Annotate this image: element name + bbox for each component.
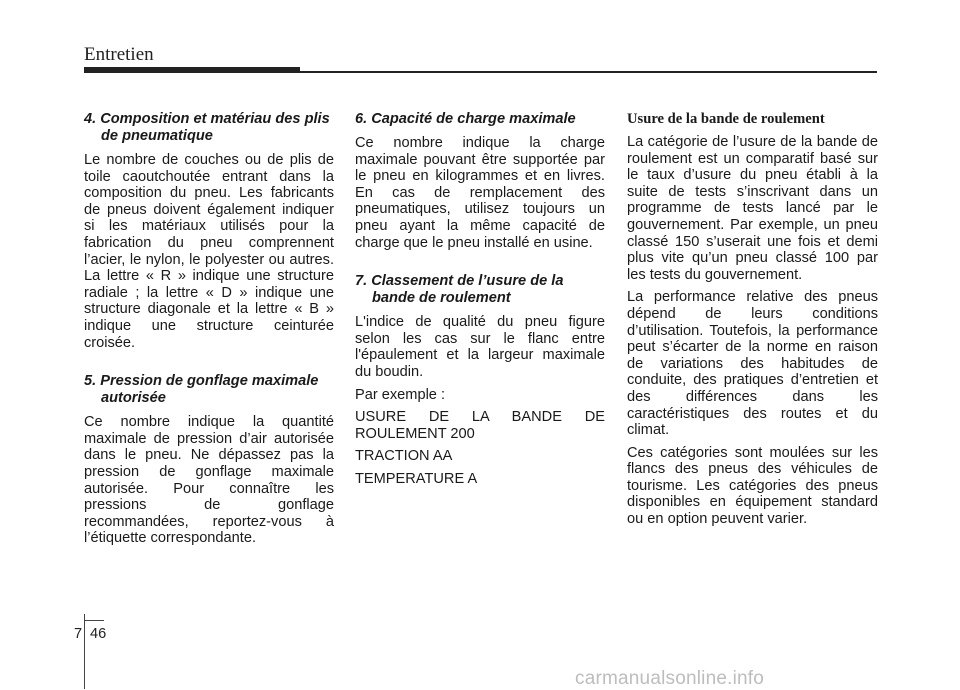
example-label: Par exemple : — [355, 386, 446, 403]
tread-wear-para-1: La catégorie de l’usure de la bande de roulement est un comparatif basé sur le taux d’usure du pneu établi à la suite de tests s’inscrivant dans un programme de tests lancé par le gouvernement. Par exemple, un pneu classé 150 s’userait une fois et demi plus vite qu’un pneu classé 100 par les tests du gouvernement. — [627, 134, 878, 283]
column-middle — [355, 111, 605, 494]
tread-wear-title: Usure de la bande de roulement — [627, 111, 825, 127]
footer-divider-vertical — [84, 614, 85, 689]
section-6-title: 6. Capacité de charge maximale — [355, 111, 576, 127]
watermark: carmanualsonline.info — [575, 668, 765, 689]
example-line-3: TEMPERATURE A — [355, 470, 478, 487]
section-7-title: 7. Classement de l’usure de la bande de roulement — [355, 273, 564, 307]
header-rule-thin — [300, 71, 877, 73]
column-right — [627, 111, 878, 534]
example-line-2: TRACTION AA — [355, 448, 453, 465]
section-5-title: 5. Pression de gonflage maximale autorisée — [84, 373, 319, 407]
example-line-1: USURE DE LA BANDE DE ROULEMENT 200 — [355, 409, 605, 442]
chapter-number: 7 — [74, 626, 83, 642]
section-4-body: Le nombre de couches ou de plis de toile caoutchoutée entrant dans la composition du pneu. Les fabricants de pneus doivent également indiquer si les matériaux utilisés pour la fabrication du pneu comprennent l’acier, le nylon, le polyester ou autres. La lettre « R » indique une structure radiale ; la lettre « D » indique une structure diagonale et la lettre « B » indique une structure ceinturée croisée. — [84, 152, 334, 351]
section-5-body: Ce nombre indique la quantité maximale de pression d’air autorisée dans le pneu. Ne dépassez pas la pression de gonflage maximale autorisée. Pour connaître les pressions de gonflage recommandées, reportez-vous à l’étiquette correspondante. — [84, 414, 334, 547]
footer-divider-horizontal — [84, 620, 104, 621]
column-left — [84, 111, 334, 553]
section-7-body: L'indice de qualité du pneu figure selon les cas sur le flanc entre l'épaulement et la largeur maximale du boudin. — [355, 314, 605, 380]
page-header-title: Entretien — [84, 44, 154, 65]
tread-wear-para-2: La performance relative des pneus dépend de leurs conditions d’utilisation. Toutefois, la performance peut s’écarter de la norme en raison de variations des habitudes de conduite, des pratiques d’entretien et des différences dans les caractéristiques des routes et du climat. — [627, 289, 878, 439]
tread-wear-para-3: Ces catégories sont moulées sur les flancs des pneus des véhicules de tourisme. Les catégories des pneus disponibles en équipement standard ou en option peuvent varier. — [627, 444, 878, 528]
header-rule-thick — [84, 67, 300, 73]
page-number: 46 — [90, 626, 107, 642]
section-6-body: Ce nombre indique la charge maximale pouvant être supportée par le pneu en kilogrammes et en livres. En cas de remplacement des pneumatiques, utilisez toujours un pneu ayant la même capacité de charge que le pneu installé en usine. — [355, 135, 605, 251]
section-4-title: 4. Composition et matériau des plis de pneumatique — [84, 111, 330, 144]
